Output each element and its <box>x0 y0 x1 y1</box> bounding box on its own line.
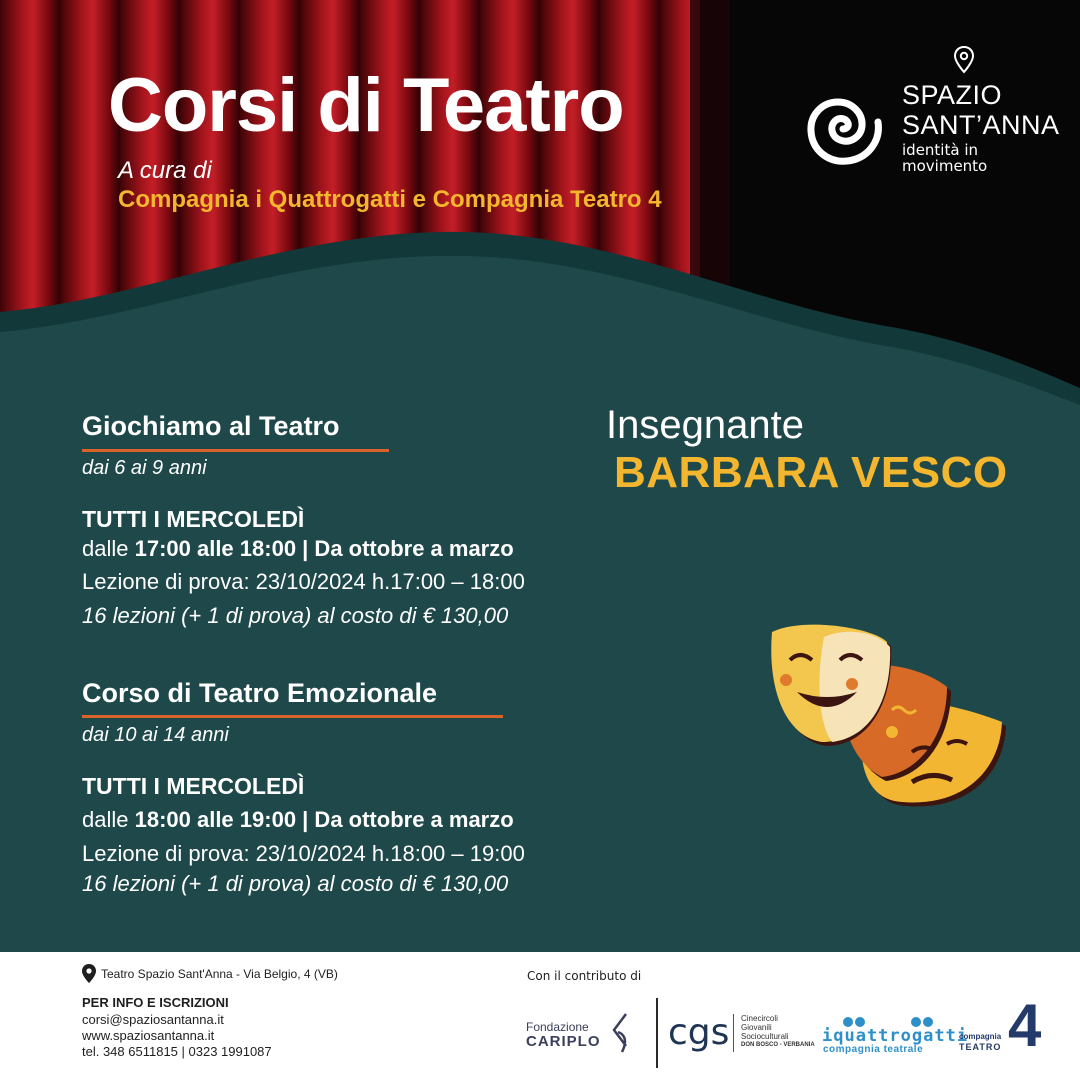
logo-tagline-line1: identità in <box>902 141 978 159</box>
cgs-line2: Giovanili <box>741 1023 772 1032</box>
info-title: PER INFO E ISCRIZIONI <box>82 995 229 1010</box>
cgs-line3: Socioculturali <box>741 1032 789 1041</box>
teatro4-line2: TEATRO <box>959 1042 1002 1052</box>
course-2-time-prefix: dalle <box>82 807 135 832</box>
theater-masks-icon <box>762 612 1012 812</box>
course-2-underline <box>82 715 503 718</box>
course-1-time <box>82 536 514 562</box>
companies-text: Compagnia i Quattrogatti e Compagnia Teatro 4 <box>118 186 662 213</box>
cgs-line1: Cinecircoli <box>741 1014 778 1023</box>
quattrogatti-name: iquattrogatti <box>822 1026 969 1046</box>
cgs-text <box>741 1014 815 1050</box>
course-1-time-bold: 17:00 alle 18:00 | Da ottobre a marzo <box>134 536 514 561</box>
cgs-divider <box>733 1014 734 1052</box>
course-2-trial: Lezione di prova: 23/10/2024 h.18:00 – 19:00 <box>82 841 525 866</box>
page-title: Corsi di Teatro <box>108 63 624 148</box>
teacher-name: BARBARA VESCO <box>614 448 1008 497</box>
website-link[interactable]: www.spaziosantanna.it <box>82 1028 215 1043</box>
course-1-time-prefix: dalle <box>82 536 135 561</box>
cariplo-line2: CARIPLO <box>526 1033 601 1050</box>
course-1-title: Giochiamo al Teatro <box>82 411 340 441</box>
location-pin-icon <box>953 45 975 75</box>
email-link[interactable]: corsi@spaziosantanna.it <box>82 1012 224 1027</box>
course-2-age: dai 10 ai 14 anni <box>82 724 229 746</box>
course-1-trial: Lezione di prova: 23/10/2024 h.17:00 – 18:00 <box>82 569 525 594</box>
contrib-label: Con il contributo di <box>527 969 642 983</box>
course-2-title: Corso di Teatro Emozionale <box>82 678 438 708</box>
cariplo-line1: Fondazione <box>526 1020 589 1034</box>
cariplo-logo-icon <box>608 1010 632 1056</box>
quattrogatti-subtitle: compagnia teatrale <box>823 1044 924 1055</box>
cgs-logo: cgs <box>668 1012 730 1053</box>
cgs-line4: DON BOSCO - VERBANIA <box>741 1042 815 1048</box>
teatro4-number: 4 <box>1008 992 1042 1059</box>
logo-tagline <box>902 142 987 174</box>
spiral-logo-icon <box>794 82 892 176</box>
curated-by-label: A cura di <box>118 157 212 184</box>
course-2-time <box>82 807 514 833</box>
sponsor-divider <box>656 998 658 1068</box>
logo-tagline-line2: movimento <box>902 157 988 175</box>
logo-name-line1: SPAZIO <box>902 80 1003 110</box>
course-1-age: dai 6 ai 9 anni <box>82 457 207 479</box>
course-1-underline <box>82 449 389 452</box>
logo-name <box>902 80 1060 140</box>
course-2-days: TUTTI I MERCOLEDÌ <box>82 773 305 799</box>
course-1-cost: 16 lezioni (+ 1 di prova) al costo di € 130,00 <box>82 603 509 628</box>
logo-name-line2: SANT’ANNA <box>902 110 1060 140</box>
course-1-days: TUTTI I MERCOLEDÌ <box>82 506 305 532</box>
phone-text: tel. 348 6511815 | 0323 1991087 <box>82 1044 272 1059</box>
address-text: Teatro Spazio Sant'Anna - Via Belgio, 4 (VB) <box>101 967 338 981</box>
course-2-cost: 16 lezioni (+ 1 di prova) al costo di € 130,00 <box>82 871 509 896</box>
teacher-label: Insegnante <box>606 403 804 447</box>
course-2-time-bold: 18:00 alle 19:00 | Da ottobre a marzo <box>134 807 514 832</box>
teatro4-line1: compagnia <box>959 1032 1002 1041</box>
address-pin-icon <box>82 964 96 983</box>
footer <box>0 952 1080 1080</box>
